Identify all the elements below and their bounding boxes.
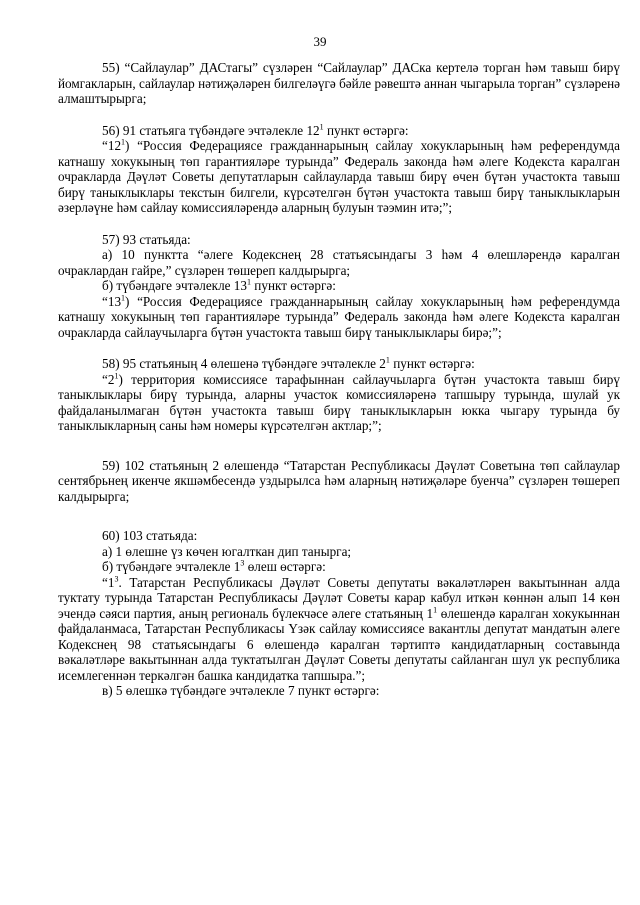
paragraph-60-b-quote: “$1^3$. Татарстан Республикасы Дәүләт Советы депутаты вәкаләтләрен вакытыннан алда туктату турында Татарстан Республикасы Дәүләт Советы карар кабул иткән көннән алып 14 көн эчендә сәяси партия, аның региональ бүлекчәсе әлеге статьяның $1^1$ өлешендә каралган хокукыннан файдаланмаса, Татарстан Республикасы Үзәк сайлау комиссиясе вакантлы депутат мандатын әлеге Кодекснең 98 статьясындагы 6 өлешендә каралган тәртиптә кандидатларның составында вәкаләтләре вакытыннан алда туктатылган Дәүләт Советы депутаты сайланган шул ук республика исемлегеннән теркәлгән башка кандидатка тапшыра.”; (58, 574, 620, 683)
superscript: 1 (121, 137, 126, 147)
superscript: 1 (319, 122, 324, 132)
superscript: 1 (385, 355, 390, 365)
paragraph-56-quote: “$12^1$) “Россия Федерациясе гражданнарының сайлау хокукларының һәм референдумда катнашу хокукының төп гарантияләре турында” Федераль законда һәм әлеге Кодекста каралган очракларда Дәүләт Советы депутатларын сайлауларда тавыш бирү өчен бүтән участокта тавыш бирү таныклыклары текстын билгели, күрсәтелгән бүтән участокта тавыш бирү таныклыкларын әзерләүне һәм сайлау комиссияләрендә аларның булуын тәэмин итә;”; (58, 137, 620, 215)
paragraph-55: 55) “Сайлаулар” ДАСтагы” сүзләрен “Сайлаулар” ДАСка кертелә торган һәм тавыш бирү йомгакларын, сайлаулар нәтиҗәләрен билгеләүгә бәйле рәвештә аннан чыгарыла торган” сүзләренә алмаштырырга; (58, 60, 620, 106)
superscript: 1 (247, 277, 251, 287)
paragraph-60: 60) 103 статьяда: (102, 528, 198, 543)
superscript: 1 (433, 605, 438, 615)
paragraph-56: 56) 91 статьяга түбәндәге эчтәлекле $12^1$ пункт өстәргә: (102, 122, 409, 138)
page-number: 39 (313, 34, 327, 49)
superscript: 3 (114, 574, 119, 584)
superscript: 3 (240, 558, 245, 568)
document-body (58, 60, 620, 699)
paragraph-57-a: а) 10 пунктта “әлеге Кодекснең 28 статьясындагы 3 һәм 4 өлешләрендә каралган очраклардан гайре,” сүзләрен төшереп калдырырга; (58, 247, 620, 278)
superscript: 1 (114, 371, 119, 381)
paragraph-60-a: а) 1 өлешне үз көчен югалткан дип танырга; (102, 543, 352, 559)
paragraph-60-c: в) 5 өлешкә түбәндәге эчтәлекле 7 пункт өстәргә: (102, 683, 380, 698)
paragraph-59: 59) 102 статьяның 2 өлешендә “Татарстан Республикасы Дәүләт Советына төп сайлаулар сентябрьнең икенче якшәмбесендә уздырылса һәм аларның нәтиҗәләре буенча” сүзләрен төшереп калдырырга; (58, 457, 620, 504)
paragraph-57-b-quote: “$13^1$) “Россия Федерациясе гражданнарының сайлау хокукларының һәм референдумда катнашу хокукының төп гарантияләре турында” Федераль законда һәм әлеге Кодекста каралган очракларда сайлаучыларга бүтән участокта тавыш бирү таныклыклары бирә;”; (58, 293, 620, 340)
paragraph-57-b: б) түбәндәге эчтәлекле $13^1$ пункт өстәргә: (102, 277, 336, 293)
paragraph-57: 57) 93 статьяда: (102, 231, 191, 247)
paragraph-60-b: б) түбәндәге эчтәлекле $1^3$ өлеш өстәргә: (102, 558, 326, 574)
paragraph-58-quote: “$2^1$) территория комиссиясе тарафыннан сайлаучыларга бүтән участокта тавыш бирү таныклыклары бирү турында, аларны участок комиссияләренә тапшыру турында, шулай ук файдаланылмаган бүтән участокта тавыш бирү таныклыкларын юкка чыгару турында бу таныклыкларның саны һәм номеры күрсәтелгән актлар;”; (58, 371, 620, 433)
superscript: 1 (121, 293, 126, 303)
paragraph-58: 58) 95 статьяның 4 өлешенә түбәндәге эчтәлекле $2^1$ пункт өстәргә: (102, 355, 475, 371)
